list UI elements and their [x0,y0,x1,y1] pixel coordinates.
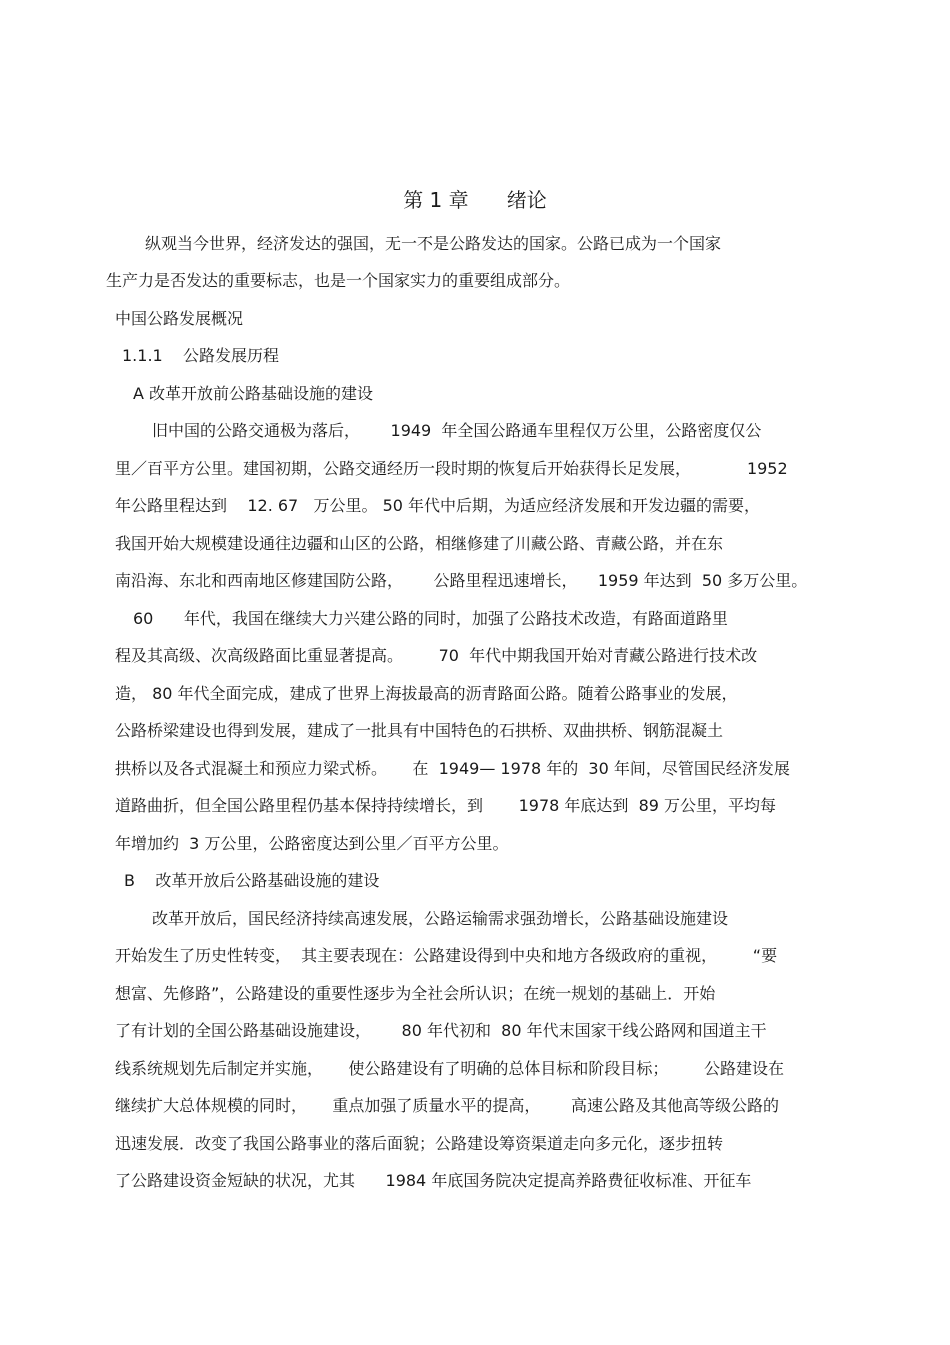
paragraph-line: 了公路建设资金短缺的状况，尤其 1984 年底国务院决定提高养路费征收标准、开征车 [115,1171,752,1190]
paragraph-line: 线系统规划先后制定并实施， 使公路建设有了明确的总体目标和阶段目标； 公路建设在 [115,1059,785,1078]
paragraph-line: 道路曲折，但全国公路里程仍基本保持持续增长，到 1978 年底达到 89 万公里，平均每 [115,796,777,815]
subsubsection-heading: B 改革开放后公路基础设施的建设 [124,871,380,890]
paragraph-line: 旧中国的公路交通极为落后， 1949 年全国公路通车里程仅万公里，公路密度仅公 [152,421,762,440]
subsubsection-heading: A 改革开放前公路基础设施的建设 [133,384,374,403]
paragraph-line: 年增加约 3 万公里，公路密度达到公里／百平方公里。 [115,834,509,853]
paragraph-line: 程及其高级、次高级路面比重显著提高。 70 年代中期我国开始对青藏公路进行技术改 [115,646,758,665]
paragraph-line: 造， 80 年代全面完成，建成了世界上海拔最高的沥青路面公路。随着公路事业的发展， [115,684,738,703]
paragraph-line: 拱桥以及各式混凝土和预应力梁式桥。 在 1949— 1978 年的 30 年间，尽管国民经济发展 [115,759,790,778]
paragraph-line: 我国开始大规模建设通往边疆和山区的公路，相继修建了川藏公路、青藏公路，并在东 [115,534,724,553]
paragraph-line: 里／百平方公里。建国初期，公路交通经历一段时期的恢复后开始获得长足发展， 1952 [115,459,788,478]
paragraph-line: 60 年代，我国在继续大力兴建公路的同时，加强了公路技术改造，有路面道路里 [133,609,728,628]
paragraph-line: 想富、先修路”，公路建设的重要性逐步为全社会所认识；在统一规划的基础上．开始 [115,984,716,1003]
paragraph-line: 开始发生了历史性转变， 其主要表现在：公路建设得到中央和地方各级政府的重视， “要 [115,946,778,965]
paragraph-line: 改革开放后，国民经济持续高速发展，公路运输需求强劲增长，公路基础设施建设 [152,909,729,928]
paragraph-line: 生产力是否发达的重要标志，也是一个国家实力的重要组成部分。 [106,271,571,290]
paragraph-line: 纵观当今世界，经济发达的强国，无一不是公路发达的国家。公路已成为一个国家 [145,234,722,253]
subsection-heading: 1.1.1 公路发展历程 [122,346,280,365]
paragraph-line: 年公路里程达到 12. 67 万公里。 50 年代中后期，为适应经济发展和开发边疆的需要， [115,496,761,515]
paragraph-line: 公路桥梁建设也得到发展，建成了一批具有中国特色的石拱桥、双曲拱桥、钢筋混凝土 [115,721,724,740]
paragraph-line: 继续扩大总体规模的同时， 重点加强了质量水平的提高， 高速公路及其他高等级公路的 [115,1096,779,1115]
paragraph-line: 了有计划的全国公路基础设施建设， 80 年代初和 80 年代末国家干线公路网和国道主干 [115,1021,767,1040]
section-heading: 中国公路发展概况 [115,309,244,328]
chapter-title: 第 1 章 绪论 [403,188,547,212]
paragraph-line: 南沿海、东北和西南地区修建国防公路， 公路里程迅速增长， 1959 年达到 50 多万公里。 [115,571,808,590]
paragraph-line: 迅速发展．改变了我国公路事业的落后面貌；公路建设筹资渠道走向多元化，逐步扭转 [115,1134,724,1153]
